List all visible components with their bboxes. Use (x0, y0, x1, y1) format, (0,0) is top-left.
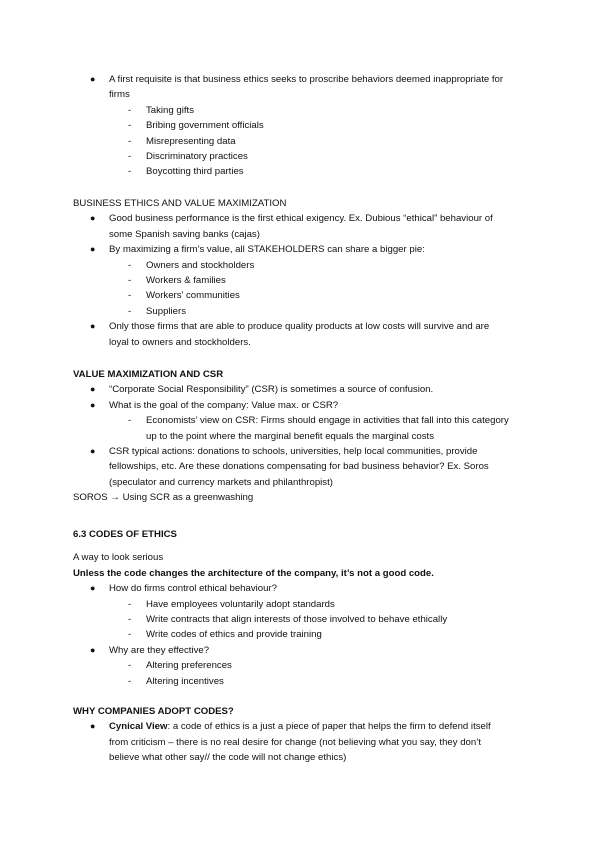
paragraph: A way to look serious (73, 552, 164, 564)
list-item: ● By maximizing a firm’s value, all STAKEHOLDERS can share a bigger pie: (0, 242, 600, 257)
list-item-continuation: firms (109, 89, 130, 101)
list-item: ● Only those firms that are able to produce quality products at low costs will survive and are (0, 319, 600, 334)
bullet-icon: ● (90, 384, 96, 395)
dash-icon: - (128, 166, 132, 178)
list-item: ● Cynical View: a code of ethics is a just a piece of paper that helps the firm to defend itself (0, 719, 600, 734)
list-item: ● “Corporate Social Responsibility” (CSR) is sometimes a source of confusion. (0, 382, 600, 397)
list-item-continuation: loyal to owners and stockholders. (109, 336, 251, 348)
sub-list-item: - Discriminatory practices (0, 149, 600, 164)
why-adopt-codes-section (0, 704, 600, 766)
sub-list-item: - Misrepresenting data (0, 134, 600, 149)
dash-icon: - (128, 305, 132, 317)
sub-list-item: - Altering incentives (0, 674, 600, 689)
intro-section (0, 72, 600, 180)
sub-list-item: - Workers & families (0, 273, 600, 288)
sub-list-item: - Bribing government officials (0, 118, 600, 133)
dash-icon: - (128, 151, 132, 163)
list-item: ● A first requisite is that business ethics seeks to proscribe behaviors deemed inappropriate for (0, 72, 600, 87)
section-heading: VALUE MAXIMIZATION AND CSR (73, 369, 224, 380)
dash-icon: - (128, 275, 132, 287)
list-item: ● How do firms control ethical behaviour? (0, 581, 600, 596)
codes-of-ethics-section (0, 527, 600, 689)
sub-list-item: - Suppliers (0, 304, 600, 319)
dash-icon: - (128, 629, 132, 641)
sub-list-item: - Taking gifts (0, 103, 600, 118)
dash-icon: - (128, 259, 132, 271)
bullet-icon: ● (90, 583, 96, 594)
value-maximization-section (0, 367, 600, 506)
sub-list-item-continuation: up to the point where the marginal benefit equals the marginal costs (146, 430, 434, 442)
bullet-icon: ● (90, 213, 96, 224)
list-item-continuation: some Spanish saving banks (cajas) (109, 228, 260, 240)
list-item: ● CSR typical actions: donations to schools, universities, help local communities, provide (0, 444, 600, 459)
list-item: ● Good business performance is the first ethical exigency. Ex. Dubious “ethical” behaviour of (0, 211, 600, 226)
dash-icon: - (128, 675, 132, 687)
bullet-icon: ● (90, 399, 96, 410)
list-item: ● Why are they effective? (0, 643, 600, 658)
section-heading: BUSINESS ETHICS AND VALUE MAXIMIZATION (73, 198, 287, 209)
dash-icon: - (128, 290, 132, 302)
sub-list-item: - Boycotting third parties (0, 164, 600, 179)
bullet-icon: ● (90, 244, 96, 255)
list-item-continuation: from criticism – there is no real desire for change (not believing what you say, they don’t (109, 736, 482, 748)
bullet-icon: ● (90, 721, 96, 732)
list-item-continuation: (speculator and currency markets and philanthropist) (109, 476, 333, 488)
dash-icon: - (128, 104, 132, 116)
sub-list-item: - Economists’ view on CSR: Firms should engage in activities that fall into this category (0, 413, 600, 428)
list-item: ● What is the goal of the company: Value max. or CSR? (0, 398, 600, 413)
list-item-continuation: fellowships, etc. Are these donations compensating for bad business behavior? Ex. Soros (109, 461, 489, 473)
business-ethics-section (0, 196, 600, 350)
dash-icon: - (128, 598, 132, 610)
sub-list-item: - Altering preferences (0, 658, 600, 673)
paragraph-bold: Unless the code changes the architecture of the company, it’s not a good code. (73, 567, 434, 579)
section-heading: 6.3 CODES OF ETHICS (73, 529, 177, 540)
cynical-view-label: Cynical View (109, 721, 168, 733)
sub-list-item: - Have employees voluntarily adopt standards (0, 597, 600, 612)
dash-icon: - (128, 135, 132, 147)
bullet-icon: ● (90, 446, 96, 457)
bullet-icon: ● (90, 74, 96, 84)
dash-icon: - (128, 614, 132, 626)
sub-list-item: - Workers’ communities (0, 288, 600, 303)
list-item-continuation: believe what other say// the code will not change ethics) (109, 752, 347, 764)
sub-list-item: - Write contracts that align interests of those involved to behave ethically (0, 612, 600, 627)
sub-list-item: - Write codes of ethics and provide training (0, 627, 600, 642)
dash-icon: - (128, 660, 132, 672)
dash-icon: - (128, 120, 132, 132)
section-heading: WHY COMPANIES ADOPT CODES? (73, 706, 234, 717)
dash-icon: - (128, 415, 132, 427)
soros-note: SOROS → Using SCR as a greenwashing (73, 492, 254, 504)
sub-list-item: - Owners and stockholders (0, 258, 600, 273)
bullet-icon: ● (90, 644, 96, 655)
bullet-icon: ● (90, 321, 96, 332)
